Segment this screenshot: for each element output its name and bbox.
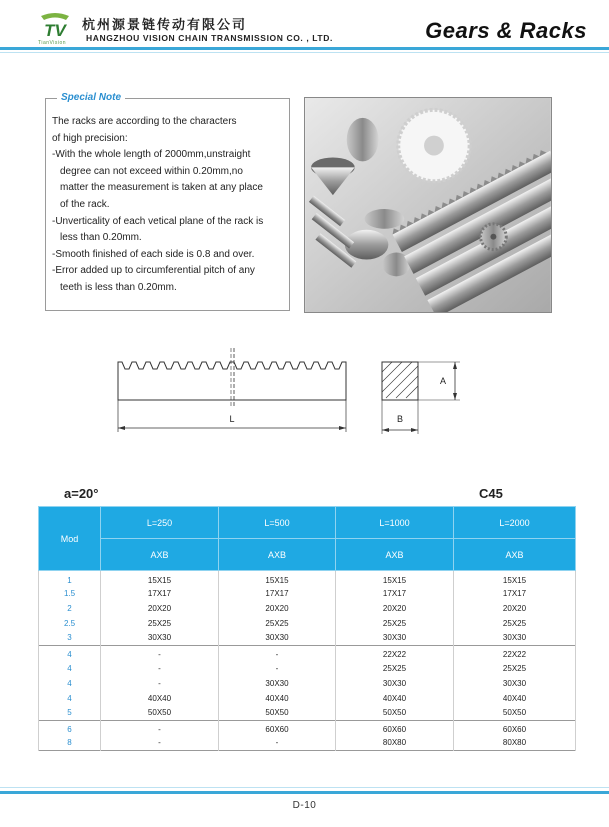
size-cell: -: [101, 646, 219, 661]
note-line: -With the whole length of 2000mm,unstraight: [52, 149, 251, 161]
rack-spec-table: [38, 506, 576, 751]
table-row: [39, 691, 576, 706]
mod-cell: 4: [39, 661, 101, 676]
length-header: L=500: [219, 507, 336, 539]
mod-cell: 4: [39, 676, 101, 691]
size-cell: 50X50: [219, 706, 336, 721]
size-cell: 17X17: [101, 586, 219, 601]
size-cell: 60X60: [219, 721, 336, 736]
size-cell: 15X15: [336, 571, 454, 586]
mod-cell: 5: [39, 706, 101, 721]
size-cell: 30X30: [336, 676, 454, 691]
size-cell: 20X20: [101, 601, 219, 616]
size-cell: -: [101, 721, 219, 736]
material-label: C45: [479, 486, 503, 501]
mod-cell: 1.5: [39, 586, 101, 601]
size-cell: 40X40: [219, 691, 336, 706]
size-cell: 30X30: [454, 676, 576, 691]
table-row: [39, 631, 576, 646]
size-cell: 50X50: [101, 706, 219, 721]
size-cell: 30X30: [101, 631, 219, 646]
length-header: L=2000: [454, 507, 576, 539]
mod-cell: 8: [39, 736, 101, 751]
special-note-title: Special Note: [57, 92, 125, 103]
note-line: degree can not exceed within 0.20mm,no: [60, 165, 243, 177]
size-cell: 25X25: [336, 616, 454, 631]
table-row: [39, 721, 576, 736]
mod-header: Mod: [39, 507, 101, 571]
company-name-english: HANGZHOU VISION CHAIN TRANSMISSION CO. , LTD.: [86, 33, 333, 43]
note-line: teeth is less than 0.20mm.: [60, 281, 177, 293]
axb-header: AXB: [454, 539, 576, 571]
width-label: B: [396, 414, 404, 424]
size-cell: 30X30: [336, 631, 454, 646]
table-row: [39, 706, 576, 721]
size-cell: 25X25: [219, 616, 336, 631]
size-cell: 40X40: [101, 691, 219, 706]
size-cell: -: [219, 661, 336, 676]
size-cell: 25X25: [336, 661, 454, 676]
logo-subtext: TianVision: [38, 40, 67, 46]
size-cell: 25X25: [454, 616, 576, 631]
size-cell: 20X20: [219, 601, 336, 616]
note-line: -Error added up to circumferential pitch of any: [52, 265, 255, 277]
size-cell: -: [101, 661, 219, 676]
header-divider: [0, 47, 609, 50]
size-cell: 15X15: [454, 571, 576, 586]
page-number: D-10: [292, 800, 317, 811]
size-cell: 50X50: [336, 706, 454, 721]
table-group: [39, 721, 576, 751]
special-note-text: [52, 114, 288, 297]
size-cell: -: [219, 646, 336, 661]
mod-cell: 4: [39, 646, 101, 661]
size-cell: 30X30: [219, 631, 336, 646]
page-header: [0, 0, 609, 48]
mod-cell: 2.5: [39, 616, 101, 631]
size-cell: 22X22: [454, 646, 576, 661]
note-line: of high precision:: [52, 132, 128, 144]
size-cell: 40X40: [454, 691, 576, 706]
size-cell: 15X15: [101, 571, 219, 586]
note-line: of the rack.: [60, 198, 110, 210]
rack-dimension-drawing: [110, 342, 470, 438]
mod-cell: 6: [39, 721, 101, 736]
size-cell: 17X17: [219, 586, 336, 601]
table-row: [39, 646, 576, 661]
note-line: less than 0.20mm.: [60, 232, 142, 244]
table-row: [39, 676, 576, 691]
table-row: [39, 601, 576, 616]
length-header: L=250: [101, 507, 219, 539]
footer-divider: [0, 791, 609, 794]
header-divider-thin: [0, 52, 609, 53]
size-cell: 17X17: [336, 586, 454, 601]
table-row: [39, 661, 576, 676]
size-cell: 20X20: [454, 601, 576, 616]
table-row: [39, 586, 576, 601]
table-group: [39, 571, 576, 646]
size-cell: 50X50: [454, 706, 576, 721]
mod-cell: 2: [39, 601, 101, 616]
size-cell: 60X60: [454, 721, 576, 736]
note-line: -Unverticality of each vetical plane of the rack is: [52, 215, 264, 227]
table-row: [39, 571, 576, 586]
size-cell: 15X15: [219, 571, 336, 586]
mod-cell: 3: [39, 631, 101, 646]
footer-divider-thin: [0, 787, 609, 788]
size-cell: 80X80: [454, 736, 576, 751]
note-line: -Smooth finished of each side is 0.8 and over.: [52, 248, 255, 260]
table-row: [39, 736, 576, 751]
size-cell: 17X17: [454, 586, 576, 601]
size-cell: -: [101, 676, 219, 691]
note-line: The racks are according to the characters: [52, 116, 237, 127]
size-cell: 40X40: [336, 691, 454, 706]
page-title: Gears & Racks: [425, 18, 587, 43]
mod-cell: 1: [39, 571, 101, 586]
size-cell: 60X60: [336, 721, 454, 736]
length-header: L=1000: [336, 507, 454, 539]
rack-profile: [118, 362, 346, 400]
size-cell: 22X22: [336, 646, 454, 661]
note-line: matter the measurement is taken at any place: [60, 182, 263, 194]
size-cell: 80X80: [336, 736, 454, 751]
table-row: [39, 616, 576, 631]
size-cell: -: [219, 736, 336, 751]
size-cell: 25X25: [454, 661, 576, 676]
size-cell: 20X20: [336, 601, 454, 616]
product-photo: [304, 97, 552, 313]
logo-text: TV: [44, 21, 66, 40]
axb-header: AXB: [336, 539, 454, 571]
axb-header: AXB: [219, 539, 336, 571]
size-cell: 25X25: [101, 616, 219, 631]
pressure-angle-label: a=20°: [64, 486, 99, 501]
size-cell: 30X30: [454, 631, 576, 646]
axb-header: AXB: [101, 539, 219, 571]
company-name-chinese: 杭州源景链传动有限公司: [82, 18, 248, 33]
height-label: A: [439, 376, 447, 386]
company-logo: [38, 10, 72, 42]
length-label: L: [229, 414, 235, 424]
size-cell: -: [101, 736, 219, 751]
table-group: [39, 646, 576, 721]
size-cell: 30X30: [219, 676, 336, 691]
mod-cell: 4: [39, 691, 101, 706]
